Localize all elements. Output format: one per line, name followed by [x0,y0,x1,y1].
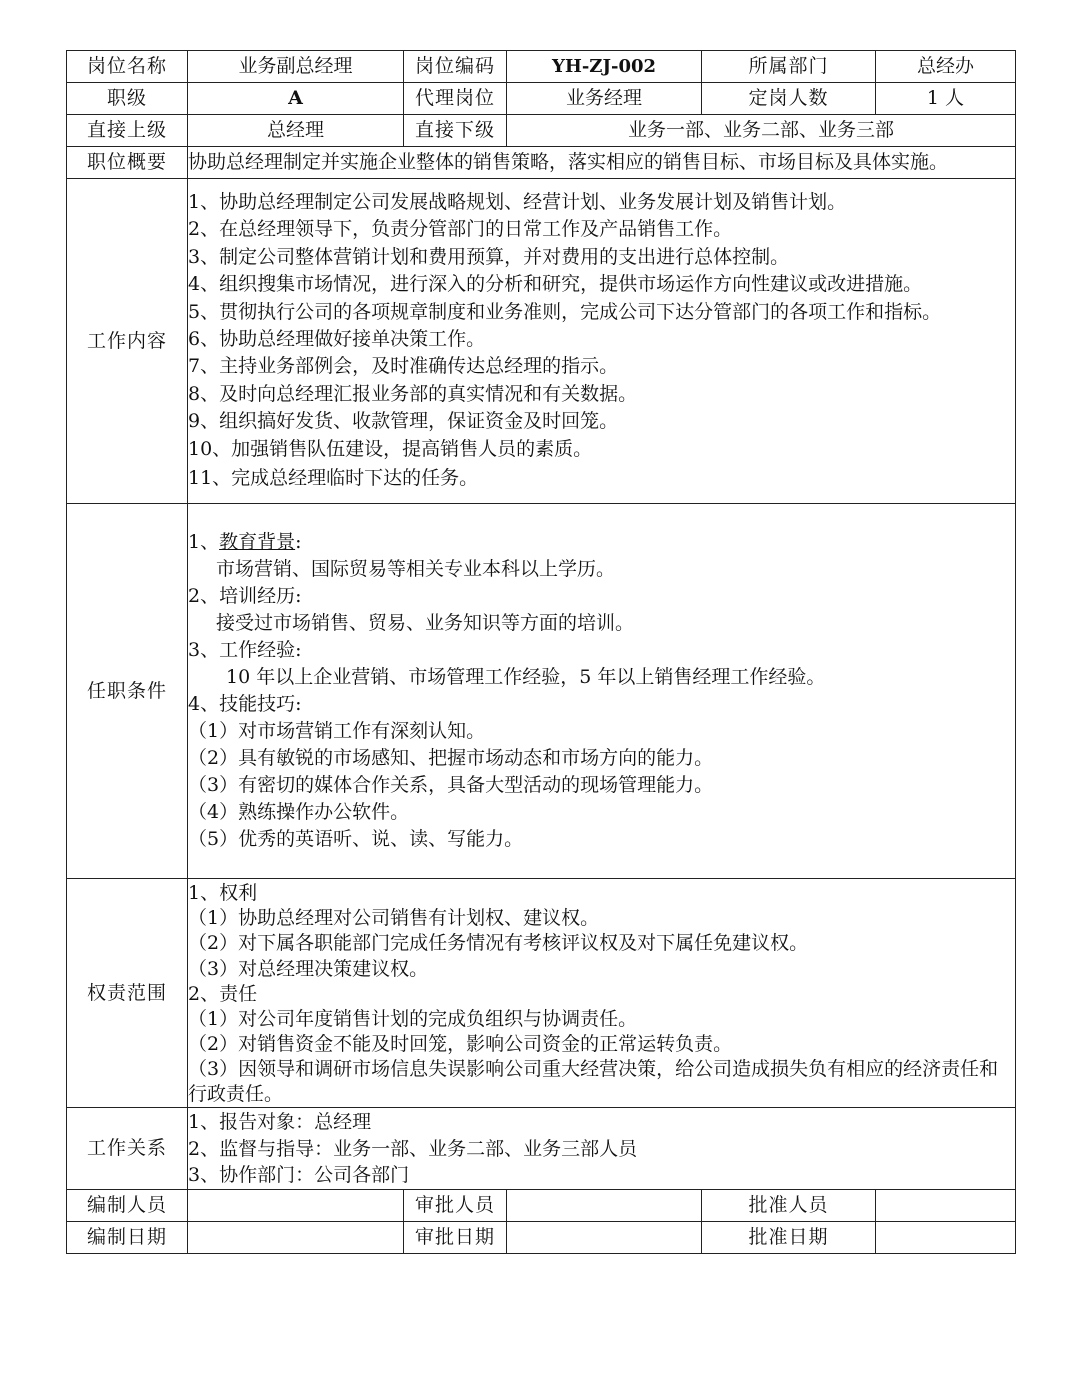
reviewed-date-field[interactable] [507,1222,702,1254]
experience-text: 10 年以上企业营销、市场管理工作经验，5 年以上销售经理工作经验。 [226,666,826,688]
post-name-label: 岗位名称 [67,51,188,83]
relations-label: 工作关系 [67,1108,188,1190]
prepared-date-label: 编制日期 [67,1222,188,1254]
footer-row-1 [67,1190,1016,1222]
relation-item: 1、报告对象：总经理 [188,1111,372,1134]
headcount-label: 定岗人数 [702,83,876,115]
skills-title: 4、技能技巧: [188,693,302,715]
qualifications-label: 任职条件 [67,504,188,879]
relation-item: 3、协作部门：公司各部门 [188,1164,410,1187]
work-item: 3、制定公司整体营销计划和费用预算，并对费用的支出进行总体控制。 [188,245,790,268]
level-label: 职级 [67,83,188,115]
reviewed-date-label: 审批日期 [404,1222,507,1254]
summary-row [67,147,1016,179]
reviewed-by-label: 审批人员 [404,1190,507,1222]
work-content-label: 工作内容 [67,179,188,504]
rights-item: （1）协助总经理对公司销售有计划权、建议权。 [188,907,600,930]
rights-item: （3）对总经理决策建议权。 [188,957,429,980]
work-item: 2、在总经理领导下，负责分管部门的日常工作及产品销售工作。 [188,218,733,241]
skill-item: （5）优秀的英语听、说、读、写能力。 [188,828,524,850]
reviewed-by-field[interactable] [507,1190,702,1222]
work-item: 5、贯彻执行公司的各项规章制度和业务准则，完成公司下达分管部门的各项工作和指标。 [188,300,942,323]
work-content-row [67,179,1016,504]
experience-title: 3、工作经验: [188,639,302,661]
rights-item: （2）对下属各职能部门完成任务情况有考核评议权及对下属任免建议权。 [188,932,809,955]
education-num: 1、 [188,531,220,553]
work-item: 9、组织搞好发货、收款管理，保证资金及时回笼。 [188,410,619,433]
subordinate-value: 业务一部、业务二部、业务三部 [507,115,1016,147]
approved-date-label: 批准日期 [702,1222,876,1254]
prepared-by-field[interactable] [188,1190,404,1222]
skill-item: （3）有密切的媒体合作关系，具备大型活动的现场管理能力。 [188,774,714,796]
approved-by-field[interactable] [876,1190,1016,1222]
work-item: 4、组织搜集市场情况，进行深入的分析和研究，提供市场运作方向性建议或改进措施。 [188,273,923,296]
duties-item: （2）对销售资金不能及时回笼，影响公司资金的正常运转负责。 [188,1033,733,1056]
job-description-table [66,50,1016,1254]
headcount-value: 1 人 [876,83,1016,115]
work-item: 10、加强销售队伍建设，提高销售人员的素质。 [188,437,593,460]
footer-row-2 [67,1222,1016,1254]
education-colon: : [295,531,302,553]
summary-label: 职位概要 [67,147,188,179]
work-item: 6、协助总经理做好接单决策工作。 [188,328,486,350]
relations-row [67,1108,1016,1190]
header-row-2 [67,83,1016,115]
work-item: 11、完成总经理临时下达的任务。 [188,466,479,489]
work-item: 8、及时向总经理汇报业务部的真实情况和有关数据。 [188,382,638,405]
summary-text: 协助总经理制定并实施企业整体的销售策略，落实相应的销售目标、市场目标及具体实施。 [188,147,1016,179]
work-content-list [188,179,1016,504]
superior-label: 直接上级 [67,115,188,147]
skill-item: （1）对市场营销工作有深刻认知。 [188,720,486,742]
education-text: 市场营销、国际贸易等相关专业本科以上学历。 [216,558,616,580]
qualifications-list [188,504,1016,879]
education-title-text: 教育背景 [219,531,296,553]
relations-list [188,1108,1016,1190]
prepared-by-label: 编制人员 [67,1190,188,1222]
authority-label: 权责范围 [67,879,188,1108]
subordinate-label: 直接下级 [404,115,507,147]
prepared-date-field[interactable] [188,1222,404,1254]
post-code-label: 岗位编码 [404,51,507,83]
level-value: A [188,83,404,115]
work-item: 1、协助总经理制定公司发展战略规划、经营计划、业务发展计划及销售计划。 [188,191,847,214]
header-row-3 [67,115,1016,147]
deputy-label: 代理岗位 [404,83,507,115]
authority-list [188,879,1016,1108]
skill-item: （2）具有敏锐的市场感知、把握市场动态和市场方向的能力。 [188,747,714,769]
work-item: 7、主持业务部例会，及时准确传达总经理的指示。 [188,355,619,378]
authority-row [67,879,1016,1108]
training-title: 2、培训经历: [188,585,302,607]
duties-title: 2、责任 [188,982,258,1005]
approved-date-field[interactable] [876,1222,1016,1254]
dept-value: 总经办 [876,51,1016,83]
header-row-1 [67,51,1016,83]
approved-by-label: 批准人员 [702,1190,876,1222]
qualifications-row [67,504,1016,879]
deputy-value: 业务经理 [507,83,702,115]
training-text: 接受过市场销售、贸易、业务知识等方面的培训。 [216,612,635,634]
dept-label: 所属部门 [702,51,876,83]
rights-title: 1、权利 [188,882,258,904]
post-name-value: 业务副总经理 [188,51,404,83]
skill-item: （4）熟练操作办公软件。 [188,801,410,823]
post-code-value: YH-ZJ-002 [507,51,702,83]
relation-item: 2、监督与指导：业务一部、业务二部、业务三部人员 [188,1137,638,1160]
duties-item: （3）因领导和调研市场信息失误影响公司重大经营决策，给公司造成损失负有相应的经济责任和行政责任。 [188,1058,999,1106]
superior-value: 总经理 [188,115,404,147]
duties-item: （1）对公司年度销售计划的完成负组织与协调责任。 [188,1007,638,1030]
education-title [188,529,1015,556]
